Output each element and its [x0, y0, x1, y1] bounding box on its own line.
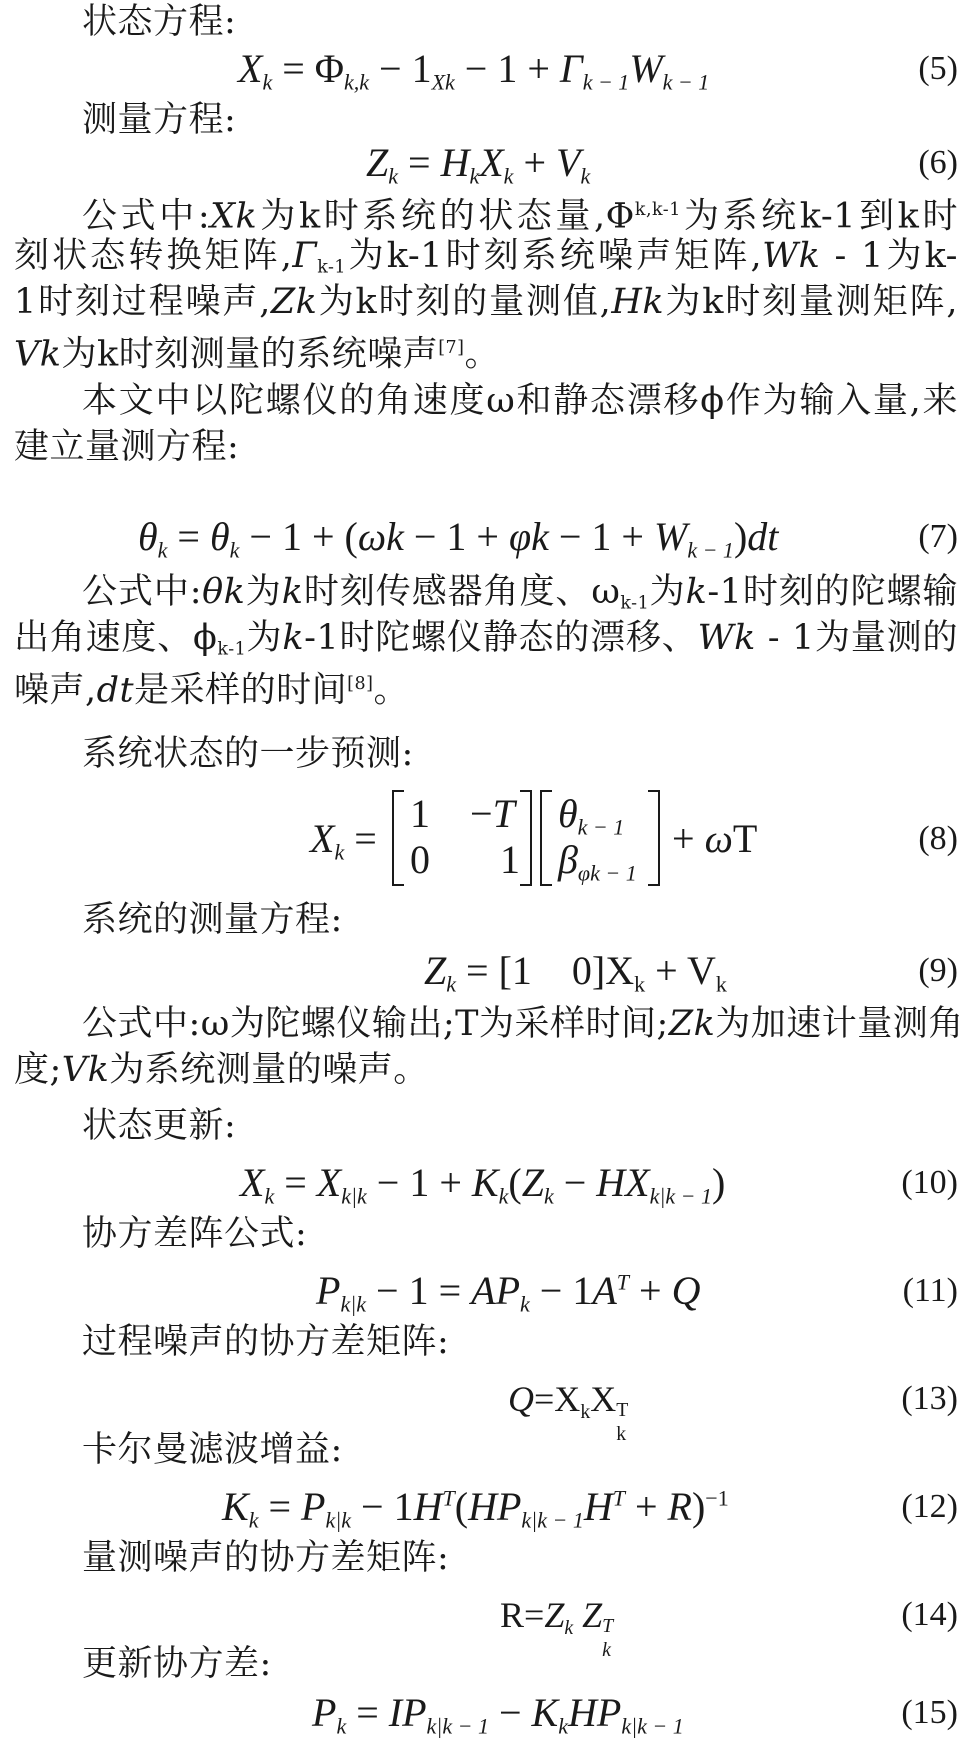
heading-covariance: 协方差阵公式:: [82, 1214, 308, 1254]
equation-12: [0, 1482, 970, 1532]
equation-11: [0, 1266, 970, 1316]
equation-10-body: $X_k = X_{k|k} - 1 + K_k(Z_k - HX_{k|k - 1})$: [240, 1160, 726, 1209]
paragraph-1-line-1: 公式中:Xk为k时系统的状态量,Φ$^{k,k-1}$为系统k-1到k时: [82, 196, 958, 237]
equation-5-number: (5): [918, 50, 958, 87]
equation-13-body: $Q=X_kX$ T k: [508, 1379, 629, 1445]
heading-one-step-prediction: 系统状态的一步预测:: [82, 734, 414, 774]
citation-8: [8]: [347, 674, 374, 694]
vector-right-bracket: [648, 790, 660, 886]
heading-measurement-noise: 量测噪声的协方差矩阵:: [82, 1538, 450, 1578]
equation-5: [0, 44, 970, 94]
equation-11-number: (11): [902, 1272, 958, 1309]
paragraph-4-line-2: 度;Vk为系统测量的噪声。: [14, 1050, 429, 1090]
equation-14-number: (14): [901, 1596, 958, 1633]
equation-13-number: (13): [901, 1380, 958, 1417]
equation-8-lhs: $X_k$ =: [310, 816, 377, 865]
paragraph-3-line-2: 出角速度、ϕk-1为k-1时陀螺仪静态的漂移、Wk - 1为量测的: [14, 618, 958, 660]
vector-left-bracket: [540, 790, 552, 886]
paragraph-4-line-1: 公式中:ω为陀螺仪输出;T为采样时间;Zk为加速计量测角: [82, 1004, 964, 1044]
equation-14: [0, 1590, 970, 1661]
heading-state-equation: 状态方程:: [82, 2, 237, 42]
heading-kalman-gain: 卡尔曼滤波增益:: [82, 1430, 343, 1470]
paragraph-3-line-3: 噪声,dt是采样的时间[8]。: [14, 670, 409, 711]
equation-10: [0, 1158, 970, 1208]
equation-15-number: (15): [901, 1694, 958, 1731]
paragraph-3-line-1: 公式中:θk为k时刻传感器角度、ωk-1为k-1时刻的陀螺输: [82, 572, 959, 614]
equation-8: [0, 790, 970, 890]
heading-process-noise: 过程噪声的协方差矩阵:: [82, 1322, 450, 1362]
equation-9-number: (9): [918, 952, 958, 989]
equation-7: [0, 512, 970, 562]
equation-11-body: $P_{k|k} - 1 = AP_k - 1A^T + Q$: [316, 1268, 701, 1317]
equation-9: [0, 946, 970, 996]
matrix-right-bracket: [520, 790, 532, 886]
heading-system-measurement: 系统的测量方程:: [82, 900, 343, 940]
heading-update-covariance: 更新协方差:: [82, 1644, 272, 1684]
equation-6-number: (6): [918, 144, 958, 181]
equation-8-number: (8): [918, 820, 958, 857]
equation-5-body: $X_k = \Phi_{k,k} - 1_{Xk} - 1 + \Gamma_{k - 1}W_{k - 1}$: [238, 46, 710, 95]
equation-13: [0, 1374, 970, 1445]
paragraph-2-line-1: 本文中以陀螺仪的角速度ω和静态漂移ϕ作为输入量,来: [82, 381, 958, 421]
paragraph-1-line-4: Vk为k时刻测量的系统噪声[7]。: [14, 334, 501, 375]
heading-state-update: 状态更新:: [82, 1106, 237, 1146]
equation-9-body: $Z_k = [1$ $0]X_k + V_k$: [424, 948, 727, 997]
equation-12-number: (12): [901, 1488, 958, 1525]
equation-6-body: $Z_k = H_kX_k + V_k$: [366, 140, 591, 189]
equation-12-body: $K_k = P_{k|k} - 1H^T(HP_{k|k - 1}H^T + R)^{-1}$: [222, 1484, 729, 1533]
equation-10-number: (10): [901, 1164, 958, 1201]
equation-7-body: $\theta_k = \theta_k - 1 + (\omega k - 1 + \varphi k - 1 + W_{k - 1})dt$: [138, 514, 779, 563]
equation-6: [0, 138, 970, 188]
heading-measurement-equation: 测量方程:: [82, 100, 237, 140]
equation-14-body: $R=Z_k$ Z T k: [500, 1595, 614, 1661]
matrix-left-bracket: [392, 790, 404, 886]
equation-15: [0, 1688, 970, 1738]
paragraph-1-line-3: 1时刻过程噪声,Zk为k时刻的量测值,Hk为k时刻量测矩阵,: [14, 282, 958, 322]
citation-7: [7]: [438, 338, 465, 358]
vector-row-2: $\beta_{\varphi k - 1}$: [558, 837, 637, 886]
paragraph-1-line-2: 刻状态转换矩阵,Γk-1为k-1时刻系统噪声矩阵,Wk - 1为k-: [14, 236, 958, 278]
equation-7-number: (7): [918, 518, 958, 555]
matrix-row-1: 1 −T: [410, 791, 515, 836]
equation-15-body: $P_k = IP_{k|k - 1} - K_kHP_{k|k - 1}$: [312, 1690, 684, 1739]
matrix-row-2: 0 1: [410, 837, 520, 882]
paragraph-2-line-2: 建立量测方程:: [14, 427, 240, 467]
equation-8-rhs: + ωT: [672, 816, 758, 861]
vector-row-1: $\theta_{k - 1}$: [558, 791, 625, 840]
